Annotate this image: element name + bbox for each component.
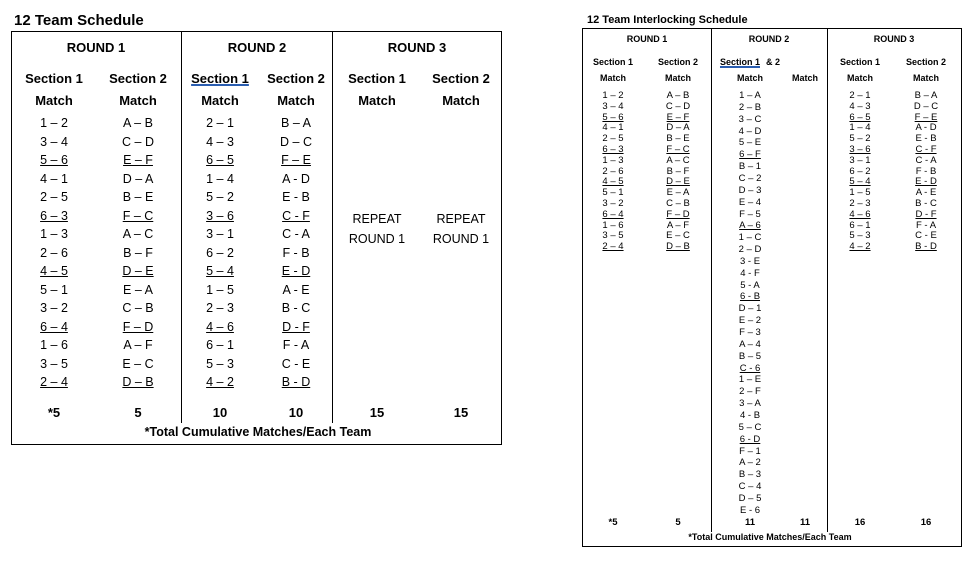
left-match-cell: 1 – 2 (40, 116, 68, 130)
left-match-cell: C – B (122, 301, 154, 315)
right-r3-section1-cell: 1 – 5 (849, 187, 871, 199)
right-r3-section2-cell: B - D (915, 241, 937, 253)
right-r2-cell: 5 – C (738, 421, 762, 433)
left-match-cell: 1 – 5 (206, 282, 234, 297)
left-match-cell: F – C (122, 208, 154, 223)
left-match-cell: D - F (282, 319, 310, 334)
left-match-cell: B - D (281, 375, 311, 389)
right-r2-cell: D – 1 (738, 303, 762, 315)
right-r1-section1-cell: 1 – 2 (602, 90, 624, 101)
right-r1-section2-cell: A – C (666, 154, 690, 166)
right-r3-section2-cell: B – A (914, 90, 938, 101)
left-total-cell: 10 (288, 405, 304, 420)
right-round-header-2: ROUND 2 (748, 34, 790, 44)
left-match-cell: 2 – 1 (206, 116, 234, 130)
left-match-cell: A - D (282, 171, 310, 186)
left-match-cell: 5 – 4 (206, 264, 234, 278)
right-r1-section1-cell: 2 – 5 (602, 133, 624, 145)
right-total-cell: 5 (675, 517, 681, 528)
right-r2-cell: 2 – F (739, 386, 761, 398)
right-footer-note: *Total Cumulative Matches/Each Team (688, 532, 852, 542)
right-r2-cell: 1 – E (738, 374, 762, 386)
right-r2-cell: 2 – B (738, 101, 762, 113)
right-r2-cell: 3 - E (739, 255, 761, 267)
right-r3-section1-cell: 3 – 1 (849, 154, 871, 166)
right-r3-section1-cell: 4 – 3 (849, 100, 871, 112)
left-match-cell: D – B (122, 375, 154, 389)
left-match-cell: 5 – 6 (40, 153, 68, 167)
left-match-cell: D – C (280, 134, 312, 149)
right-r1-section2-cell: E – A (666, 187, 690, 199)
right-r3-section1-cell: 6 – 5 (849, 111, 871, 123)
right-r2-cell: A – 4 (739, 338, 761, 350)
right-title: 12 Team Interlocking Schedule (587, 14, 748, 26)
left-match-cell: 3 – 6 (206, 208, 234, 223)
right-r2-cell: E – 4 (738, 196, 762, 208)
left-footer-note: *Total Cumulative Matches/Each Team (144, 425, 372, 439)
right-section-header: Section 2 (905, 57, 946, 67)
right-r3-section1-cell: 4 – 2 (849, 241, 871, 253)
left-match-cell: 3 – 2 (40, 301, 68, 315)
right-r1-section2-cell: E – C (666, 230, 690, 242)
right-r2-cell: A – 6 (739, 220, 761, 232)
right-r3-section2-cell: C - A (915, 154, 937, 166)
left-match-cell: F – D (122, 319, 154, 334)
right-r2-cell: 4 - F (740, 267, 760, 279)
right-r3-section1-cell: 3 – 6 (849, 144, 871, 155)
right-r2-cell: C - 6 (739, 362, 761, 374)
right-r1-section2-cell: B – F (666, 165, 690, 177)
right-r1-section1-cell: 1 – 6 (602, 219, 624, 231)
left-section-header: Section 1 (25, 71, 83, 86)
right-r3-section2-cell: F - B (915, 165, 937, 177)
right-r2-cell: 1 – A (739, 90, 761, 101)
right-r2-cell: 5 – E (738, 137, 762, 149)
left-match-header: Match (201, 93, 239, 108)
right-section-header: Section 2 (657, 57, 698, 67)
right-r3-section2-cell: C - E (915, 230, 937, 242)
right-r1-section2-cell: B – E (666, 133, 690, 145)
left-repeat-label: REPEAT (352, 212, 402, 226)
right-r3-section2-cell: A - E (915, 187, 937, 199)
right-r1-section2-cell: C – D (665, 100, 691, 112)
right-r1-section1-cell: 3 – 5 (602, 230, 624, 242)
left-section-header: Section 2 (432, 71, 490, 86)
right-r2-cell: 2 – D (738, 244, 762, 256)
right-r2-cell: E - 6 (739, 504, 761, 516)
left-match-cell: A – B (123, 116, 153, 130)
left-match-cell: 4 – 5 (40, 264, 68, 278)
left-match-cell: E - D (281, 264, 311, 278)
left-match-cell: 3 – 4 (40, 134, 68, 149)
right-r1-section1-cell: 6 – 4 (602, 208, 624, 220)
right-total-cell: *5 (608, 517, 618, 528)
left-match-cell: 2 – 3 (206, 301, 234, 315)
left-match-cell: 6 – 3 (40, 208, 68, 223)
left-total-cell: 10 (212, 405, 228, 420)
right-r3-section1-cell: 4 – 6 (849, 208, 871, 220)
right-r2-cell: B – 1 (738, 161, 762, 173)
right-match-header: Match (791, 73, 818, 83)
left-section-header: Section 2 (267, 71, 325, 86)
left-match-cell: 5 – 1 (40, 282, 68, 297)
left-match-cell: 2 – 6 (40, 245, 68, 260)
right-r3-section2-cell: D - F (915, 208, 937, 220)
left-match-header: Match (442, 93, 480, 108)
left-divider-1 (181, 31, 182, 423)
left-round-header-1: ROUND 1 (66, 40, 126, 55)
left-match-header: Match (277, 93, 315, 108)
left-match-cell: 1 – 4 (206, 171, 234, 186)
right-r1-section2-cell: C – B (666, 198, 690, 209)
right-r2-cell: 3 – C (738, 113, 762, 125)
right-round-header-3: ROUND 3 (873, 34, 915, 44)
left-match-cell: 1 – 6 (40, 338, 68, 352)
right-r2-cell: 3 – A (739, 398, 761, 410)
left-repeat-label: REPEAT (436, 212, 486, 226)
right-r3-section2-cell: F – E (914, 111, 938, 123)
left-round-header-2: ROUND 2 (227, 40, 287, 55)
right-r1-section1-cell: 1 – 3 (602, 154, 624, 166)
left-match-cell: A - E (282, 282, 310, 297)
right-r1-section1-cell: 5 – 1 (602, 187, 624, 199)
left-match-header: Match (35, 93, 73, 108)
left-match-cell: 3 – 1 (206, 227, 234, 241)
left-section-header: Section 2 (109, 71, 167, 86)
left-match-cell: 4 – 1 (40, 171, 68, 186)
left-match-header: Match (358, 93, 396, 108)
left-match-cell: 3 – 5 (40, 356, 68, 371)
right-r3-section1-cell: 5 – 3 (849, 230, 871, 242)
right-r2-cell: A – 2 (739, 457, 761, 469)
left-match-cell: 6 – 1 (206, 338, 234, 352)
left-match-cell: F - A (282, 338, 310, 352)
left-match-cell: 1 – 3 (40, 227, 68, 241)
right-r3-section2-cell: E - B (915, 133, 937, 145)
left-match-cell: 2 – 5 (40, 190, 68, 204)
right-r1-section2-cell: A – F (666, 219, 690, 231)
left-match-cell: B - C (281, 301, 311, 315)
right-r1-section2-cell: F – D (666, 208, 690, 220)
right-r3-section2-cell: E - D (915, 176, 937, 188)
right-r1-section1-cell: 2 – 6 (602, 165, 624, 177)
left-total-cell: 5 (134, 405, 142, 420)
right-r1-section1-cell: 6 – 3 (602, 144, 624, 155)
right-r1-section1-cell: 5 – 6 (602, 111, 624, 123)
right-r2-cell: C – 2 (738, 172, 762, 184)
left-match-cell: F – E (281, 153, 311, 167)
left-match-cell: 4 – 3 (206, 134, 234, 149)
right-divider-1 (711, 28, 712, 532)
left-repeat-round-label: ROUND 1 (432, 232, 490, 246)
right-r3-section2-cell: F - A (915, 219, 937, 231)
right-r1-section2-cell: D – E (666, 176, 690, 188)
right-r3-section2-cell: B - C (915, 198, 937, 209)
right-r1-section2-cell: A – B (666, 90, 690, 101)
left-match-cell: C - F (282, 208, 310, 223)
right-r2-cell: 6 - B (739, 291, 761, 303)
right-r3-section1-cell: 1 – 4 (849, 122, 871, 134)
right-r1-section1-cell: 3 – 2 (602, 198, 624, 209)
right-r2-cell: 6 – F (739, 149, 761, 161)
left-match-cell: C - A (282, 227, 310, 241)
left-match-cell: 5 – 2 (206, 190, 234, 204)
right-r1-section2-cell: E – F (666, 111, 690, 123)
right-match-header: Match (912, 73, 939, 83)
left-match-cell: 6 – 2 (206, 245, 234, 260)
right-r1-section2-cell: D – B (666, 241, 690, 253)
right-section-header: & 2 (765, 57, 780, 67)
right-r1-section1-cell: 3 – 4 (602, 100, 624, 112)
right-match-header: Match (736, 73, 763, 83)
right-divider-2 (827, 28, 828, 532)
right-total-cell: 16 (920, 517, 932, 528)
left-match-cell: E – A (123, 282, 153, 297)
right-r3-section1-cell: 2 – 3 (849, 198, 871, 209)
left-match-cell: 4 – 6 (206, 319, 234, 334)
left-match-cell: E – C (122, 356, 154, 371)
left-match-cell: B – A (281, 116, 311, 130)
left-match-header: Match (119, 93, 157, 108)
right-r2-cell: 4 – D (738, 125, 762, 137)
right-r3-section1-cell: 2 – 1 (849, 90, 871, 101)
left-match-cell: C - E (281, 356, 311, 371)
right-r2-cell: 5 - A (740, 279, 760, 291)
left-match-cell: 5 – 3 (206, 356, 234, 371)
right-r1-section2-cell: F – C (666, 144, 690, 155)
left-match-cell: B – E (122, 190, 154, 204)
right-section-header: Section 1 (592, 57, 633, 67)
left-match-cell: 6 – 5 (206, 153, 234, 167)
right-r2-cell: F – 5 (739, 208, 761, 220)
right-r2-cell: F – 1 (739, 445, 761, 457)
right-r2-cell: B – 3 (738, 469, 762, 481)
left-match-cell: E – F (123, 153, 153, 167)
left-section-header: Section 1 (348, 71, 406, 86)
left-match-cell: A – C (122, 227, 154, 241)
left-total-cell: 15 (369, 405, 385, 420)
left-total-cell: 15 (453, 405, 469, 420)
left-match-cell: D – E (122, 264, 154, 278)
left-title: 12 Team Schedule (14, 12, 144, 29)
right-total-cell: 16 (854, 517, 866, 528)
right-section-header: Section 1 (719, 57, 760, 67)
right-r1-section1-cell: 2 – 4 (602, 241, 624, 253)
right-r3-section2-cell: D – C (913, 100, 939, 112)
left-match-cell: C – D (122, 134, 154, 149)
right-r1-section1-cell: 4 – 5 (602, 176, 624, 188)
right-r1-section2-cell: D – A (666, 122, 690, 134)
right-r2-cell: D – 5 (738, 492, 762, 504)
right-r2-cell: D – 3 (738, 184, 762, 196)
left-match-cell: D – A (122, 171, 154, 186)
left-match-cell: B – F (123, 245, 153, 260)
left-match-cell: 2 – 4 (40, 375, 68, 389)
right-round-header-1: ROUND 1 (626, 34, 668, 44)
left-match-cell: 4 – 2 (206, 375, 234, 389)
right-r3-section1-cell: 5 – 4 (849, 176, 871, 188)
right-r2-cell: E – 2 (738, 315, 762, 327)
right-r2-cell: 6 - D (739, 433, 761, 445)
right-match-header: Match (599, 73, 626, 83)
right-r3-section1-cell: 6 – 1 (849, 219, 871, 231)
right-match-header: Match (846, 73, 873, 83)
left-match-cell: A – F (123, 338, 153, 352)
right-r3-section1-cell: 6 – 2 (849, 165, 871, 177)
right-r2-cell: F – 3 (739, 327, 761, 338)
left-round-header-3: ROUND 3 (387, 40, 447, 55)
right-match-header: Match (664, 73, 691, 83)
left-section-header: Section 1 (191, 71, 249, 86)
right-section-header: Section 1 (839, 57, 880, 67)
right-r3-section2-cell: C - F (915, 144, 937, 155)
right-r2-cell: B – 5 (738, 350, 762, 362)
left-match-cell: E - B (282, 190, 310, 204)
right-r3-section2-cell: A - D (915, 122, 937, 134)
right-r2-cell: 4 - B (739, 409, 761, 421)
left-match-cell: F - B (282, 245, 310, 260)
right-total-cell: 11 (744, 517, 756, 528)
right-r1-section1-cell: 4 – 1 (602, 122, 624, 134)
left-match-cell: 6 – 4 (40, 319, 68, 334)
right-total-cell: 11 (799, 517, 811, 528)
left-repeat-round-label: ROUND 1 (348, 232, 406, 246)
right-r2-cell: 1 – C (738, 232, 762, 244)
left-divider-2 (332, 31, 333, 423)
right-r3-section1-cell: 5 – 2 (849, 133, 871, 145)
right-r2-cell: C – 4 (738, 481, 762, 493)
left-total-cell: *5 (47, 405, 61, 420)
